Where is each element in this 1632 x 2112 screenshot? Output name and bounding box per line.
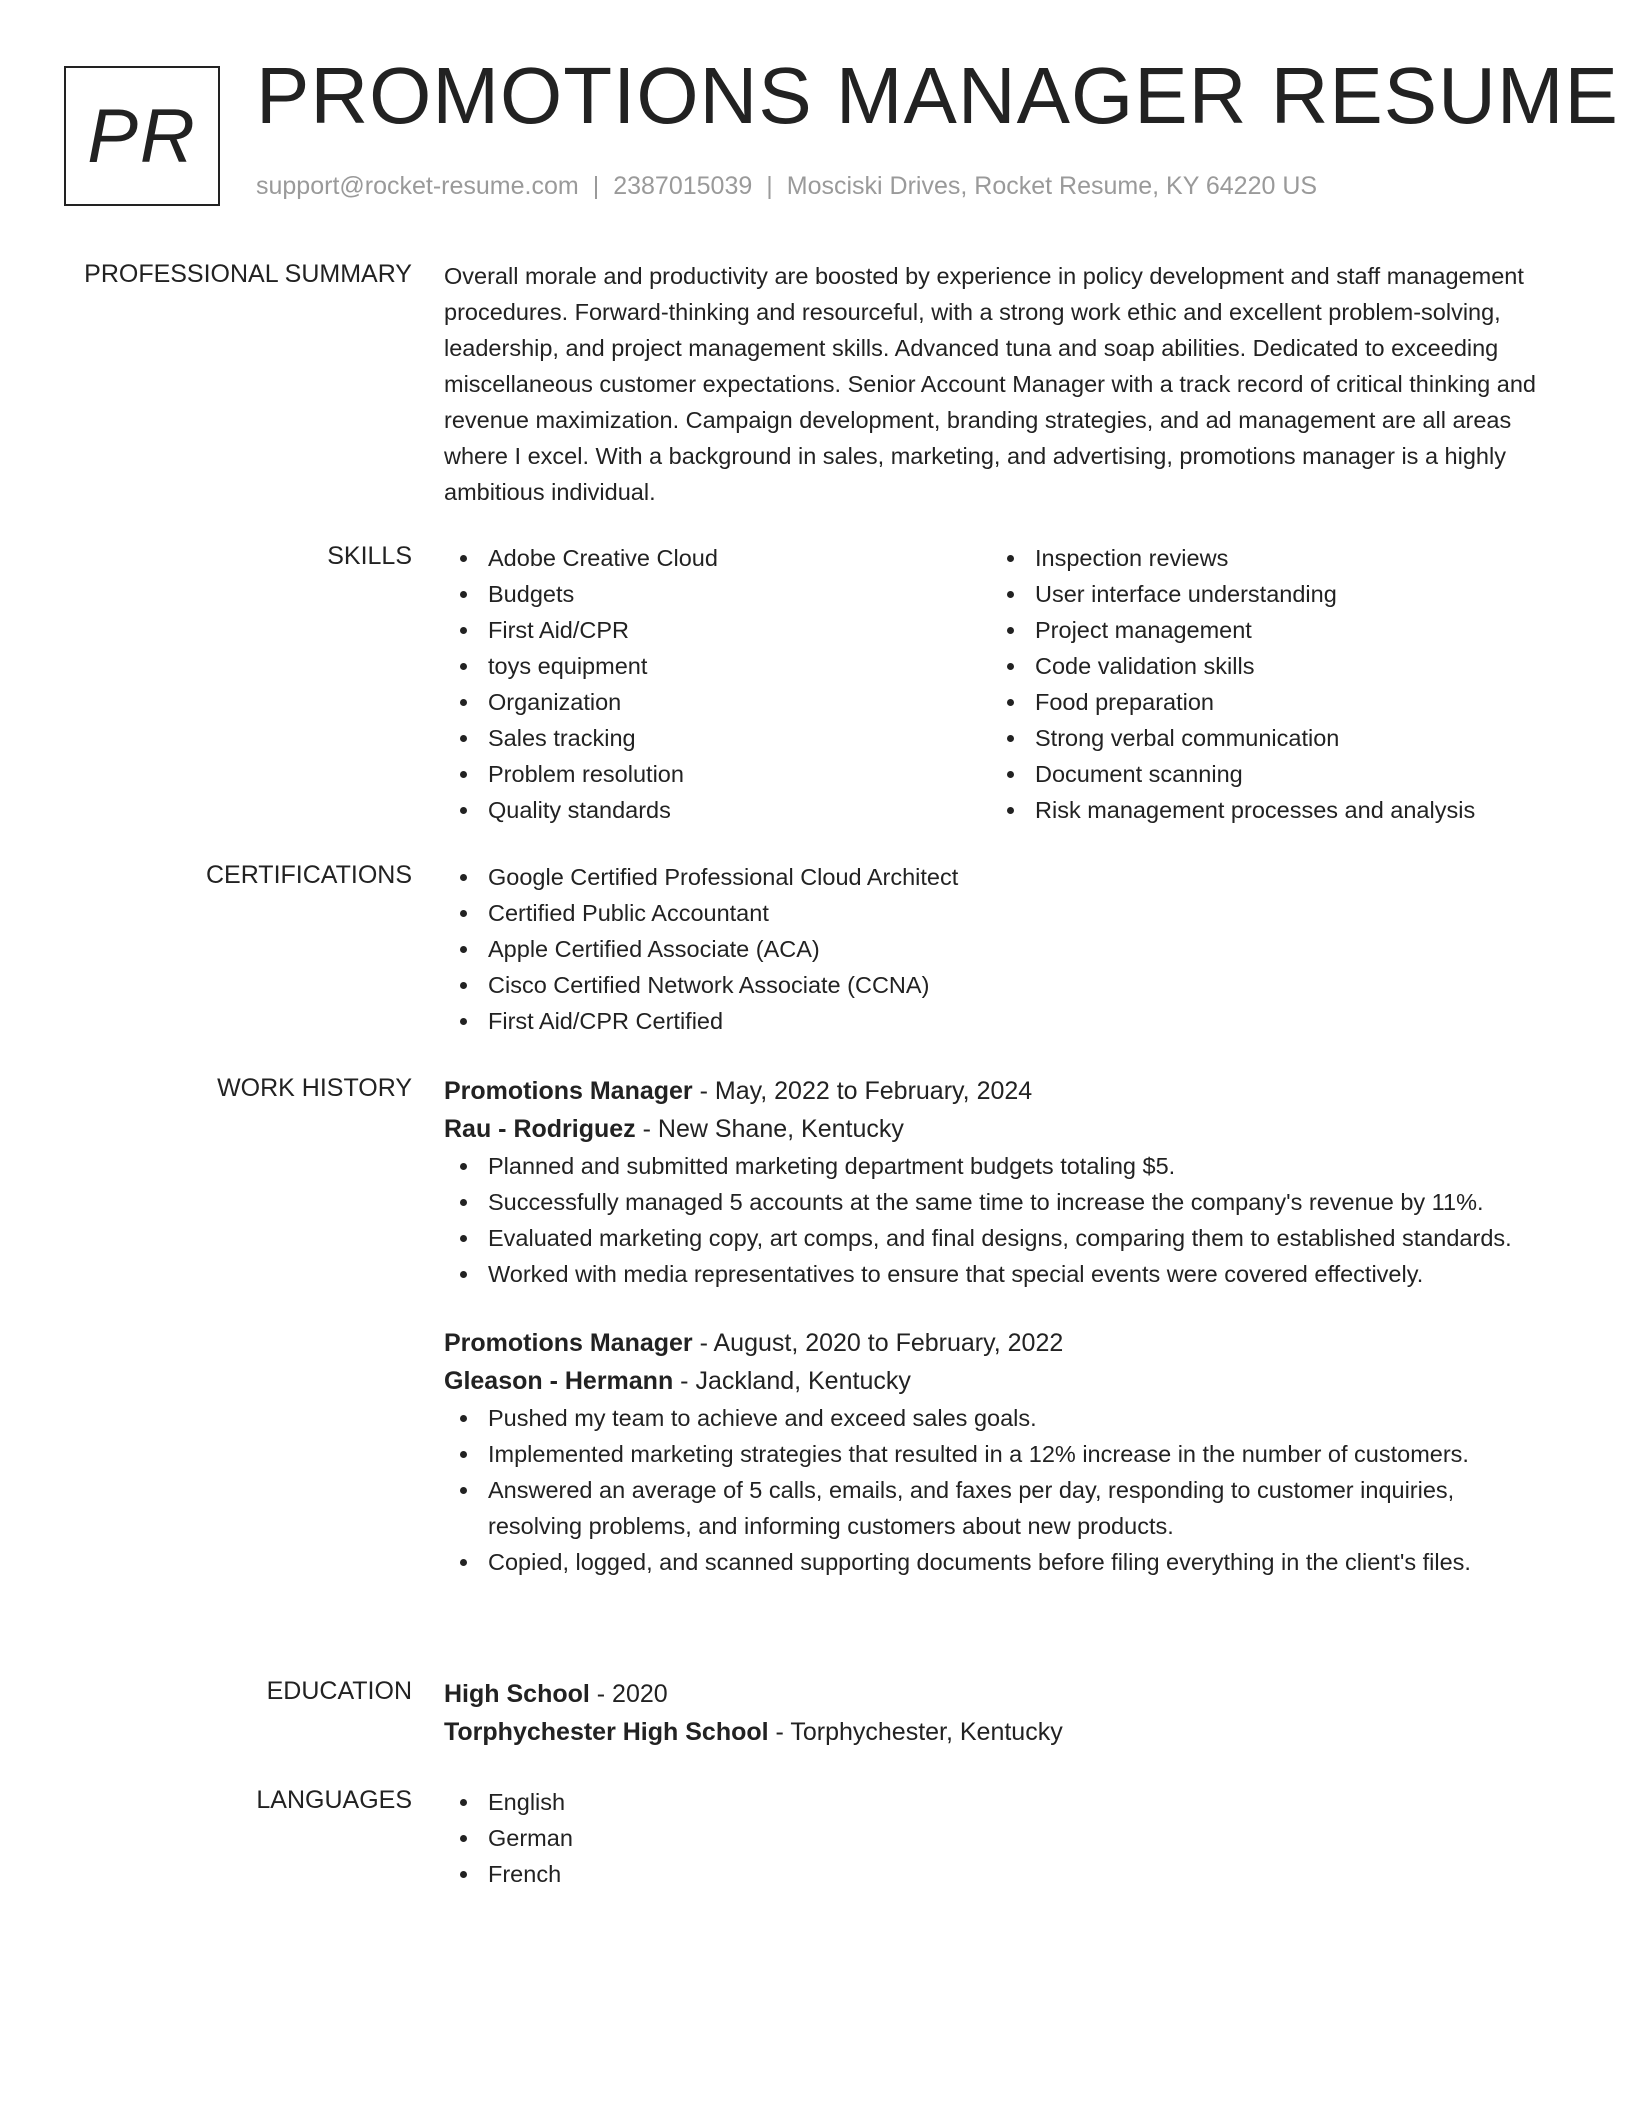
skills-body (444, 540, 1554, 828)
skill-item: Inspection reviews (991, 540, 1538, 576)
job-entry (444, 1072, 1554, 1292)
job-title: Promotions Manager (444, 1329, 693, 1357)
skill-item: toys equipment (444, 648, 991, 684)
summary-heading: PROFESSIONAL SUMMARY (84, 260, 412, 288)
languages-list (444, 1784, 1554, 1892)
resume-title: PROMOTIONS MANAGER RESUME (256, 51, 1619, 140)
skill-item: Risk management processes and analysis (991, 792, 1538, 828)
skill-item: Project management (991, 612, 1538, 648)
skills-heading: SKILLS (327, 542, 412, 570)
job-entry (444, 1324, 1554, 1580)
education-school: Torphychester High School (444, 1718, 769, 1746)
skill-item: Quality standards (444, 792, 991, 828)
certification-item: Apple Certified Associate (ACA) (444, 931, 1554, 967)
certification-item: Certified Public Accountant (444, 895, 1554, 931)
job-company-line (444, 1362, 1554, 1400)
job-dates: - May, 2022 to February, 2024 (692, 1077, 1033, 1105)
education-location: - Torphychester, Kentucky (768, 1718, 1063, 1746)
education-heading: EDUCATION (266, 1677, 412, 1705)
language-item: German (444, 1820, 1554, 1856)
skills-list-left (444, 540, 991, 828)
certifications-body (444, 859, 1554, 1039)
job-duty-item: Successfully managed 5 accounts at the same time to increase the company's revenue by 11%. (444, 1184, 1554, 1220)
job-dates: - August, 2020 to February, 2022 (692, 1329, 1064, 1357)
skill-item: Document scanning (991, 756, 1538, 792)
work-history-body (444, 1072, 1554, 1612)
skill-item: Organization (444, 684, 991, 720)
contact-email[interactable]: support@rocket-resume.com (256, 172, 579, 200)
certifications-heading: CERTIFICATIONS (205, 861, 412, 889)
job-duty-item: Planned and submitted marketing department budgets totaling $5. (444, 1148, 1554, 1184)
job-title-line (444, 1324, 1554, 1362)
skill-item: Food preparation (991, 684, 1538, 720)
contact-line (256, 172, 1317, 201)
skill-item: Code validation skills (991, 648, 1538, 684)
job-duty-item: Worked with media representatives to ensure that special events were covered effectively. (444, 1256, 1554, 1292)
job-duty-item: Evaluated marketing copy, art comps, and final designs, comparing them to established standards. (444, 1220, 1554, 1256)
monogram-initials: PR (87, 93, 197, 179)
job-company: Gleason - Hermann (444, 1367, 674, 1395)
contact-separator: | (766, 172, 773, 200)
contact-phone[interactable]: 2387015039 (613, 172, 753, 200)
education-body (444, 1675, 1554, 1751)
job-title-line (444, 1072, 1554, 1110)
job-location: - Jackland, Kentucky (673, 1367, 911, 1395)
job-duty-item: Copied, logged, and scanned supporting documents before filing everything in the client's files. (444, 1544, 1554, 1580)
skill-item: Sales tracking (444, 720, 991, 756)
certifications-list (444, 859, 1554, 1039)
skill-item: Problem resolution (444, 756, 991, 792)
education-year: - 2020 (589, 1680, 668, 1708)
skill-item: Adobe Creative Cloud (444, 540, 991, 576)
job-duties (444, 1148, 1554, 1292)
work-history-heading: WORK HISTORY (217, 1074, 412, 1102)
job-company: Rau - Rodriguez (444, 1115, 636, 1143)
languages-body (444, 1784, 1554, 1892)
contact-separator: | (592, 172, 600, 200)
certification-item: Google Certified Professional Cloud Architect (444, 859, 1554, 895)
skills-columns (444, 540, 1554, 828)
contact-address: Mosciski Drives, Rocket Resume, KY 64220 US (786, 172, 1318, 200)
job-title: Promotions Manager (444, 1077, 693, 1105)
job-duties (444, 1400, 1554, 1580)
language-item: French (444, 1856, 1554, 1892)
job-company-line (444, 1110, 1554, 1148)
languages-heading: LANGUAGES (256, 1786, 412, 1814)
education-degree: High School (444, 1680, 590, 1708)
monogram-box (64, 66, 220, 206)
language-item: English (444, 1784, 1554, 1820)
summary-body (444, 258, 1554, 510)
education-school-line (444, 1713, 1554, 1751)
skill-item: User interface understanding (991, 576, 1538, 612)
job-location: - New Shane, Kentucky (635, 1115, 904, 1143)
skills-list-right (991, 540, 1538, 828)
education-degree-line (444, 1675, 1554, 1713)
certification-item: Cisco Certified Network Associate (CCNA) (444, 967, 1554, 1003)
summary-text: Overall morale and productivity are boosted by experience in policy development and staff management procedures. Forward-thinking and resourceful, with a strong work ethic and excellent problem-solving, leadership, and project management skills. Advanced tuna and soap abilities. Dedicated to exceeding miscellaneous customer expectations. Senior Account Manager with a track record of critical thinking and revenue maximization. Campaign development, branding strategies, and ad management are all areas where I excel. With a background in sales, marketing, and advertising, promotions manager is a highly ambitious individual. (444, 263, 1536, 505)
job-duty-item: Implemented marketing strategies that resulted in a 12% increase in the number of customers. (444, 1436, 1554, 1472)
skill-item: First Aid/CPR (444, 612, 991, 648)
certification-item: First Aid/CPR Certified (444, 1003, 1554, 1039)
job-duty-item: Answered an average of 5 calls, emails, and faxes per day, responding to customer inquiries, resolving problems, and informing customers about new products. (444, 1472, 1554, 1544)
job-duty-item: Pushed my team to achieve and exceed sales goals. (444, 1400, 1554, 1436)
skill-item: Budgets (444, 576, 991, 612)
skill-item: Strong verbal communication (991, 720, 1538, 756)
